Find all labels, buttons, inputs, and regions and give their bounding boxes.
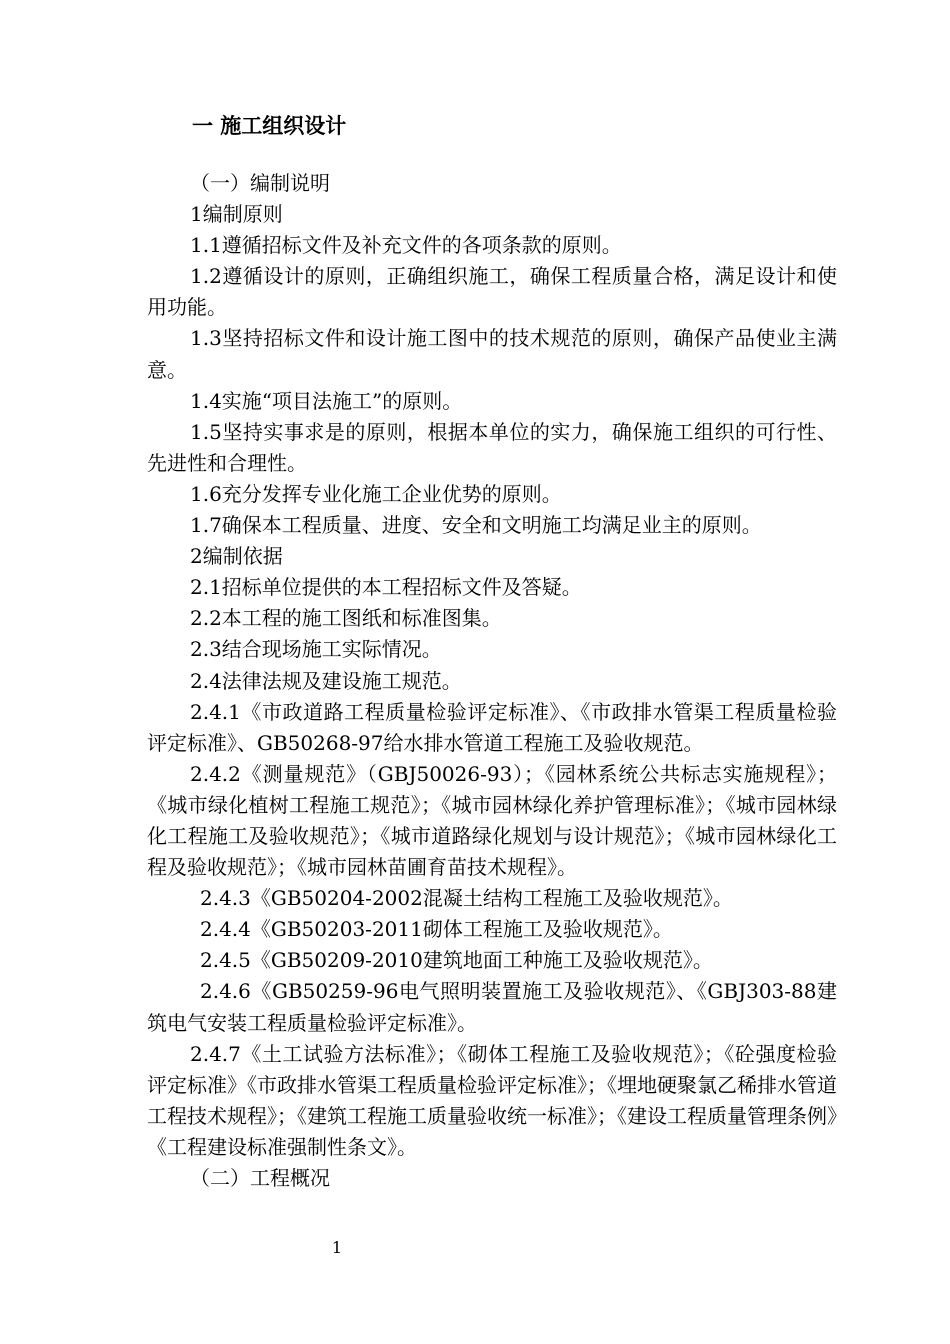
paragraph: 2.1招标单位提供的本工程招标文件及答疑。 xyxy=(190,575,582,600)
paragraph: 2.4.2《测量规范》（GBJ50026-93）；《园林系统公共标志实施规程》；《城市绿化植树工程施工规范》；《城市园林绿化养护管理标准》；《城市园林绿化工程施工及验收规范》；《城市道路绿化规划与设计规范》；《城市园林绿化工程及验收规范》；《城市园林苗圃育苗技术规程》。 xyxy=(147,761,837,880)
paragraph: 2.3结合现场施工实际情况。 xyxy=(190,637,442,662)
paragraph: 1.7确保本工程质量、进度、安全和文明施工均满足业主的原则。 xyxy=(190,513,762,538)
document-body xyxy=(147,168,837,1194)
paragraph: 2.4.4《GB50203-2011砌体工程施工及验收规范》。 xyxy=(200,917,673,942)
paragraph: 1.5坚持实事求是的原则，根据本单位的实力，确保施工组织的可行性、先进性和合理性。 xyxy=(147,419,837,475)
paragraph: 1.1遵循招标文件及补充文件的各项条款的原则。 xyxy=(190,233,622,258)
section-heading: 一 施工组织设计 xyxy=(192,114,347,138)
paragraph: 2.4.5《GB50209-2010建筑地面工种施工及验收规范》。 xyxy=(200,948,713,973)
paragraph: 1.2遵循设计的原则，正确组织施工，确保工程质量合格，满足设计和使用功能。 xyxy=(147,264,837,320)
paragraph: 1.6充分发挥专业化施工企业优势的原则。 xyxy=(190,481,562,506)
paragraph: 2.2本工程的施工图纸和标准图集。 xyxy=(190,606,502,631)
paragraph: 2.4.6《GB50259-96电气照明装置施工及验收规范》、《GBJ303-88建筑电气安装工程质量检验评定标准》。 xyxy=(147,979,837,1035)
subsection-title: （一）编制说明 xyxy=(190,171,330,195)
subsection-title: （二）工程概况 xyxy=(190,1166,330,1190)
paragraph: 1编制原则 xyxy=(190,202,283,227)
paragraph: 2编制依据 xyxy=(190,544,283,569)
paragraph: 1.4实施“项目法施工”的原则。 xyxy=(190,388,463,413)
paragraph: 2.4.1《市政道路工程质量检验评定标准》、《市政排水管渠工程质量检验评定标准》、GB50268-97给水排水管道工程施工及验收规范。 xyxy=(147,699,837,755)
page-number: 1 xyxy=(331,1238,343,1257)
paragraph: 1.3坚持招标文件和设计施工图中的技术规范的原则，确保产品使业主满意。 xyxy=(147,326,837,382)
paragraph: 2.4法律法规及建设施工规范。 xyxy=(190,668,462,693)
paragraph: 2.4.3《GB50204-2002混凝土结构工程施工及验收规范》。 xyxy=(200,886,733,911)
paragraph: 2.4.7《土工试验方法标准》；《砌体工程施工及验收规范》；《砼强度检验评定标准》《市政排水管渠工程质量检验评定标准》；《埋地硬聚氯乙稀排水管道工程技术规程》；《建筑工程施工质量验收统一标准》；《建设工程质量管理条例》《工程建设标准强制性条文》。 xyxy=(147,1041,837,1159)
